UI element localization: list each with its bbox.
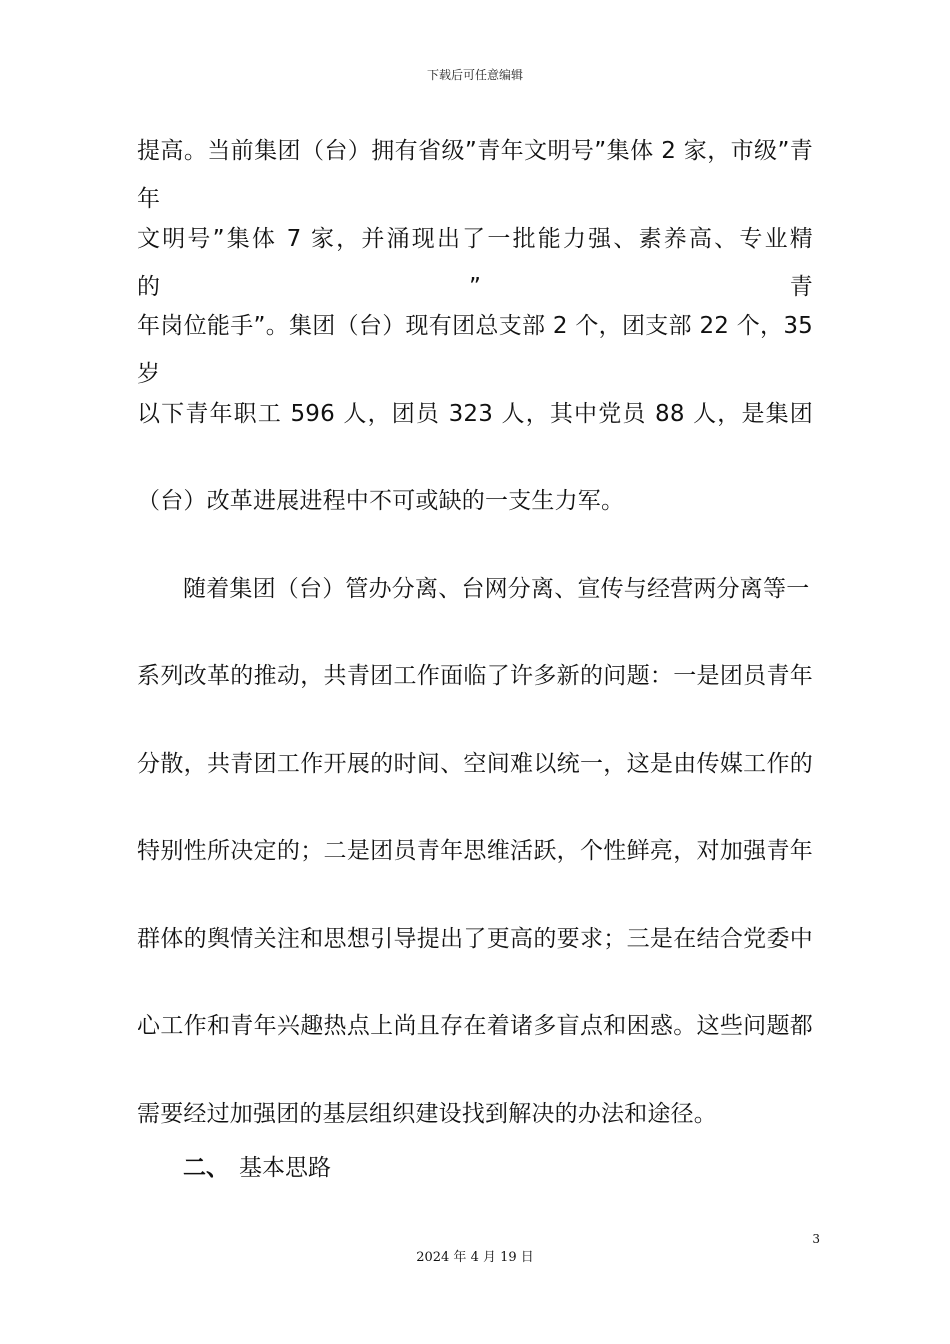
paragraph-2-line-5: 群体的舆情关注和思想引导提出了更高的要求；三是在结合党委中 [137,925,813,952]
paragraph-2-line-4: 特别性所决定的；二是团员青年思维活跃，个性鲜亮，对加强青年 [137,838,813,864]
paragraph-2-line-3: 分散，共青团工作开展的时间、空间难以统一，这是由传媒工作的 [137,750,813,777]
footer-date: 2024 年 4 月 19 日 [416,1250,534,1265]
document-body [137,127,813,1177]
paragraph-1-line-3: 年岗位能手”。集团（台）现有团总支部 2 个，团支部 22 个，35 岁 [137,313,813,387]
section-heading [183,1148,331,1188]
section-heading-number: 二、 [183,1155,229,1181]
header-note: 下载后可任意编辑 [426,68,523,82]
paragraph-1-line-2: 文明号”集体 7 家，并涌现出了一批能力强、素养高、专业精的”青 [137,225,813,300]
section-heading-title: 基本思路 [239,1155,331,1181]
paragraph-2-line-6: 心工作和青年兴趣热点上尚且存在着诸多盲点和困惑。这些问题都 [137,1013,813,1039]
paragraph-2-line-7: 需要经过加强团的基层组织建设找到解决的办法和途径。 [137,1100,717,1127]
paragraph-1-line-1: 提高。当前集团（台）拥有省级”青年文明号”集体 2 家，市级”青年 [137,138,813,212]
page-number: 3 [812,1232,820,1246]
paragraph-2-line-1: 随着集团（台）管办分离、台网分离、宣传与经营两分离等一 [183,575,810,602]
paragraph-1-line-4: 以下青年职工 596 人，团员 323 人，其中党员 88 人，是集团 [137,400,813,427]
paragraph-2-line-2: 系列改革的推动，共青团工作面临了许多新的问题：一是团员青年 [137,663,813,689]
paragraph-1-line-5: （台）改革进展进程中不可或缺的一支生力军。 [137,488,625,514]
